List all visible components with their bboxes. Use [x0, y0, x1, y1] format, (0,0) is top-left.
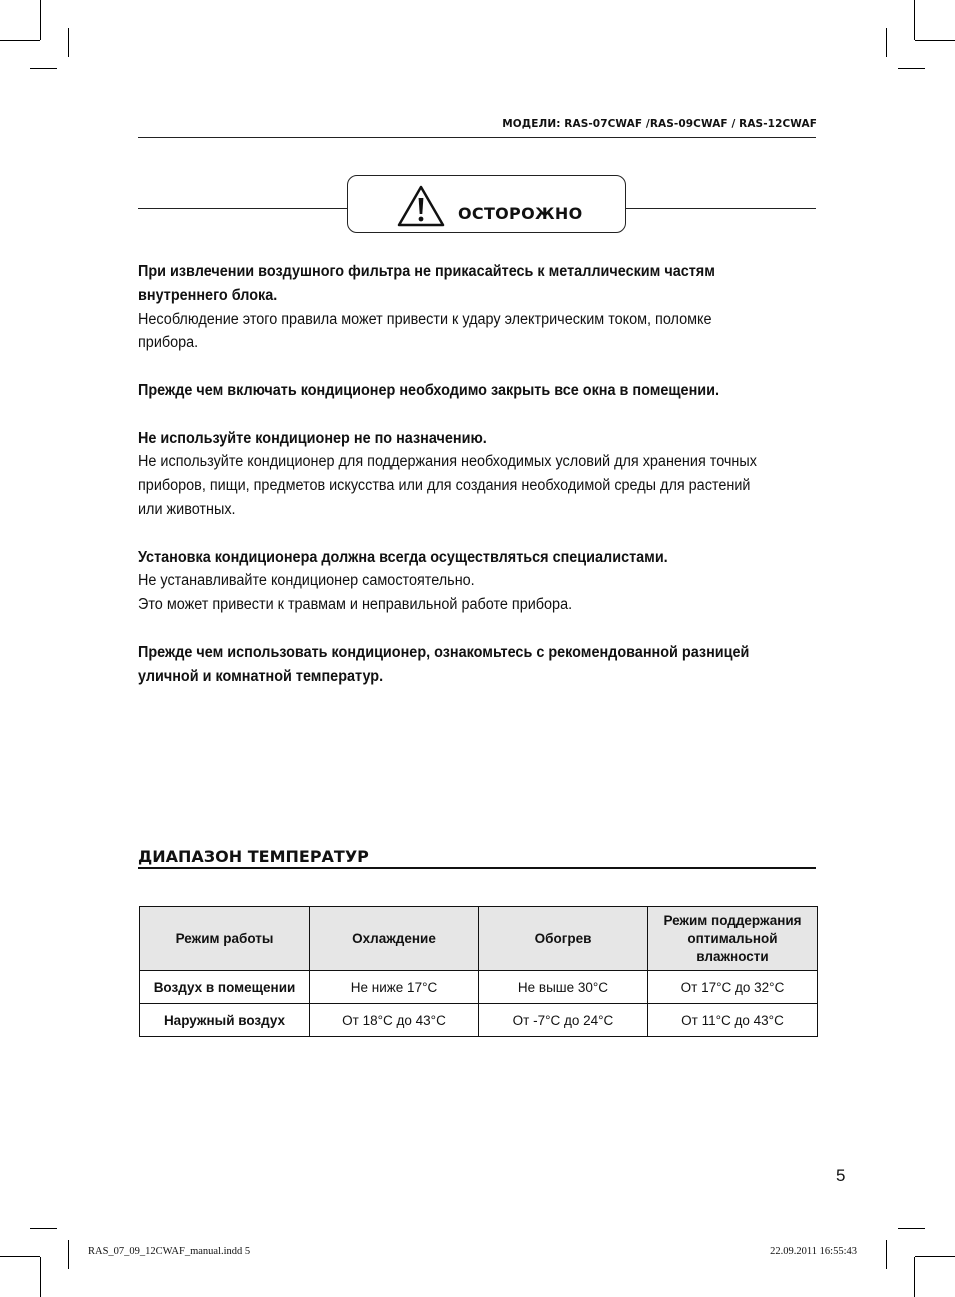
crop-mark — [898, 1228, 925, 1229]
footer-filename: RAS_07_09_12CWAF_manual.indd 5 — [88, 1246, 251, 1257]
crop-mark — [0, 1256, 40, 1257]
crop-mark — [914, 1257, 915, 1297]
paragraph-heading: Прежде чем включать кондиционер необходимо закрыть все окна в помещении. — [138, 381, 720, 399]
warning-rule-left — [138, 208, 348, 209]
paragraph-heading: При извлечении воздушного фильтра не прикасайтесь к металлическим частям внутреннего блока. — [138, 263, 715, 304]
table-cell: От -7°C до 24°C — [479, 1004, 648, 1037]
crop-mark — [0, 40, 40, 41]
table-header-cell: Обогрев — [479, 907, 648, 971]
table-row-header: Наружный воздух — [140, 1004, 310, 1037]
footer-timestamp: 22.09.2011 16:55:43 — [770, 1246, 857, 1257]
paragraph-heading: Прежде чем использовать кондиционер, ознакомьтесь с рекомендованной разницей уличной и комнатной температур. — [138, 643, 750, 685]
table-header-cell: Режим работы — [140, 907, 310, 971]
crop-mark — [886, 1240, 887, 1269]
crop-mark — [915, 40, 955, 41]
table-cell: Не выше 30°C — [479, 971, 648, 1004]
table-cell: От 18°C до 43°C — [310, 1004, 479, 1037]
paragraph-text: Это может привести к травмам и неправильной работе прибора. — [138, 596, 573, 614]
page-number: 5 — [836, 1166, 846, 1185]
crop-mark — [914, 0, 915, 40]
warning-triangle-icon — [396, 184, 446, 228]
crop-mark — [30, 68, 57, 69]
safety-instructions — [138, 260, 770, 688]
crop-mark — [898, 68, 925, 69]
table-row — [140, 971, 818, 1004]
header-divider — [138, 137, 816, 138]
warning-label: ОСТОРОЖНО — [458, 204, 583, 223]
crop-mark — [40, 1257, 41, 1297]
crop-mark — [68, 1240, 69, 1269]
table-cell: Не ниже 17°C — [310, 971, 479, 1004]
paragraph-heading: Не используйте кондиционер не по назначению. — [138, 429, 487, 447]
section-divider — [138, 867, 816, 869]
crop-mark — [30, 1228, 57, 1229]
paragraph-text: Не устанавливайте кондиционер самостоятельно. — [138, 572, 475, 590]
paragraph-text: Не используйте кондиционер для поддержания необходимых условий для хранения точных приборов, пищи, предметов искусства или для создания необходимой среды для растений или животных. — [138, 453, 757, 518]
crop-mark — [68, 28, 69, 57]
crop-mark — [40, 0, 41, 40]
warning-rule-right — [626, 208, 816, 209]
warning-banner — [347, 175, 626, 233]
table-cell: От 17°C до 32°C — [648, 971, 818, 1004]
table-cell: От 11°C до 43°C — [648, 1004, 818, 1037]
crop-mark — [915, 1256, 955, 1257]
models-header: МОДЕЛИ: RAS-07CWAF /RAS-09CWAF / RAS-12CWAF — [502, 118, 817, 130]
table-header-row — [140, 907, 818, 971]
paragraph-text: Несоблюдение этого правила может привести к удару электрическим током, поломке прибора. — [138, 310, 712, 352]
crop-mark — [886, 28, 887, 57]
paragraph-heading: Установка кондиционера должна всегда осуществляться специалистами. — [138, 548, 668, 566]
table-header-cell: Охлаждение — [310, 907, 479, 971]
section-title: ДИАПАЗОН ТЕМПЕРАТУР — [138, 847, 369, 866]
table-header-cell: Режим поддержания оптимальной влажности — [648, 907, 818, 971]
temperature-range-table — [139, 906, 818, 1037]
table-row-header: Воздух в помещении — [140, 971, 310, 1004]
table-row — [140, 1004, 818, 1037]
